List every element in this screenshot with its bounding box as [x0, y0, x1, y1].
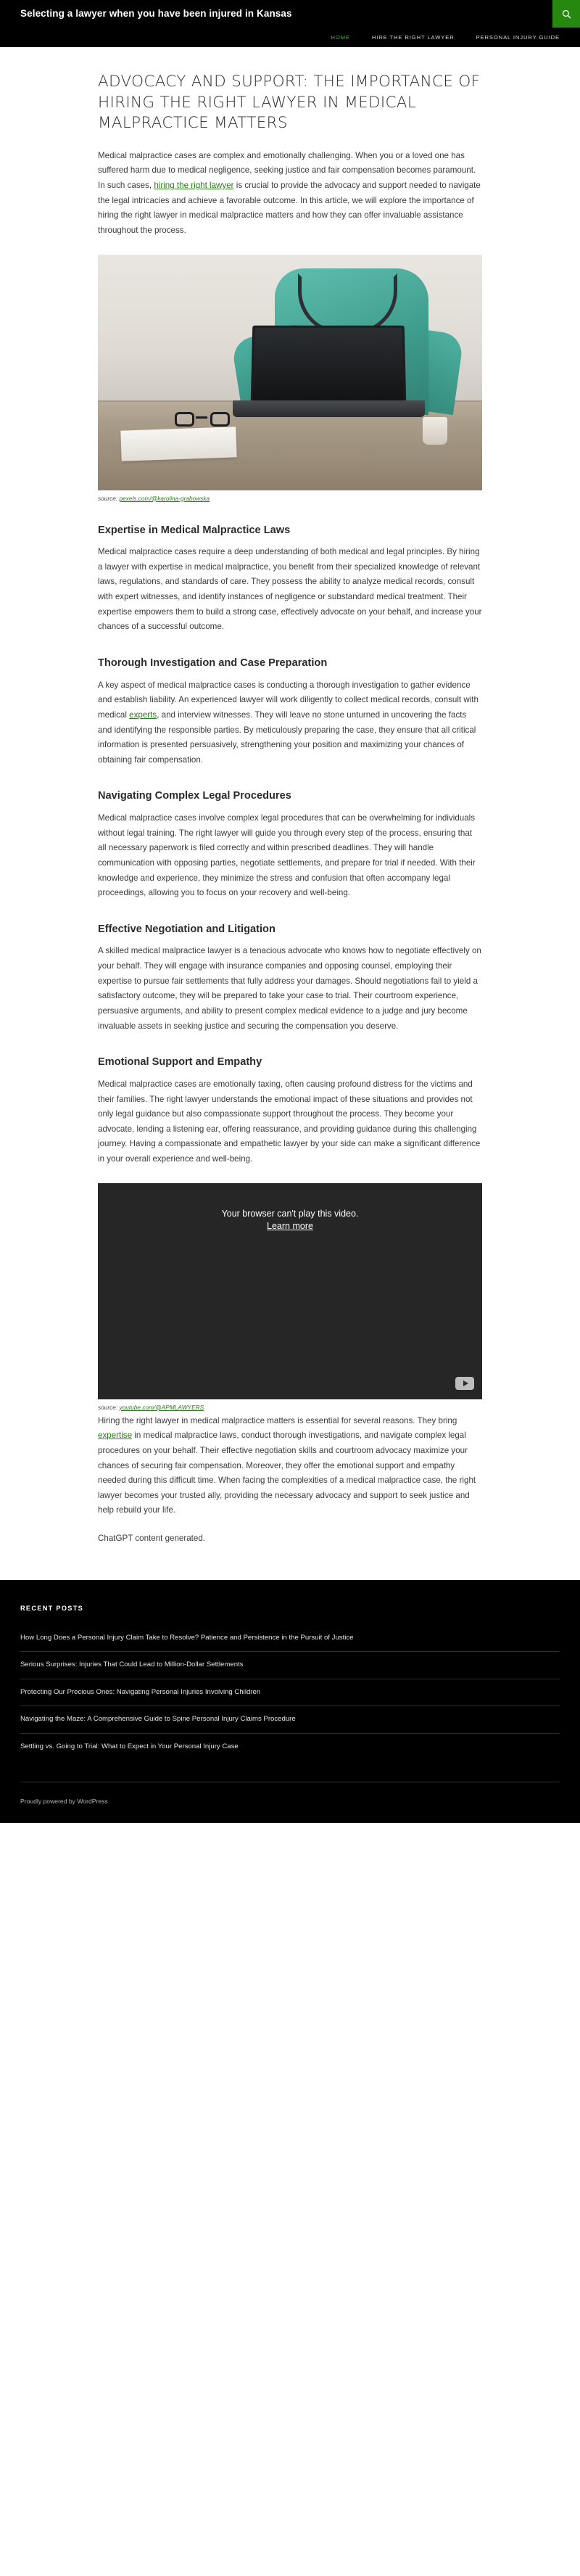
section-body-procedures: Medical malpractice cases involve complex legal procedures that can be overwhelming for individuals without legal training. The right lawyer will guide you through every step of the process, ensuring that all necessary paperwork is filed correctly and within prescribed deadlines. They will handle communication with opposing parties, negotiate settlements, and prepare for trial if needed. With their knowledge and experience, they minimize the stress and confusion that often accompany legal proceedings, allowing you to focus on your recovery and well-being.	[98, 813, 476, 898]
search-toggle-button[interactable]	[552, 0, 580, 28]
expertise-link[interactable]: expertise	[98, 1431, 133, 1441]
intro-text-part2: is crucial to provide the advocacy and support needed to navigate the legal intricacies and achieve a favorable outcome. In this article, we will explore the importance of hiring the right lawyer in medical malpractice matters and how they can offer invaluable assistance throughout the process.	[98, 181, 481, 235]
experts-link[interactable]: experts	[129, 709, 157, 720]
generated-content-note: ChatGPT content generated.	[98, 1534, 206, 1544]
recent-posts-list	[20, 1625, 560, 1760]
video-player[interactable]	[98, 1183, 482, 1399]
nav-item-hire-the-right-lawyer[interactable]: HIRE THE RIGHT LAWYER	[371, 34, 455, 41]
section-body-expertise: Medical malpractice cases require a deep understanding of both medical and legal principles. By hiring a lawyer with expertise in medical malpractice, you benefit from their specialized knowledge of relevant laws, regulations, and standards of care. They possess the ability to analyze medical records, consult with expert witnesses, and identify instances of negligence or substandard medical treatment. Their expertise empowers them to build a strong case, effectively advocate on your behalf, and increase your chances of a successful outcome.	[98, 547, 482, 632]
list-item	[20, 1625, 560, 1651]
footer-widget-area	[20, 1605, 560, 1782]
conclusion-text-part2: in medical malpractice laws, conduct thorough investigations, and navigate complex legal procedures on your behalf. Their effective negotiation skills and courtroom advocacy maximize your chances of securing fair compensation. Moreover, they offer the emotional support and empathy needed during this difficult time. When facing the complexities of a medical malpractice case, the right lawyer becomes your trusted ally, providing the necessary advocacy and support to seek justice and help rebuild your life.	[98, 1431, 476, 1515]
nav-item-personal-injury-guide[interactable]: PERSONAL INJURY GUIDE	[476, 34, 560, 41]
search-icon	[562, 9, 571, 19]
section-heading-expertise: Expertise in Medical Malpractice Laws	[98, 524, 291, 536]
list-item	[20, 1679, 560, 1705]
list-item	[20, 1705, 560, 1732]
section-heading-procedures: Navigating Complex Legal Procedures	[98, 790, 291, 802]
recent-post-link[interactable]: Serious Surprises: Injuries That Could Lead to Million-Dollar Settlements	[20, 1661, 244, 1669]
intro-text-part1: Medical malpractice cases are complex and emotionally challenging. When you or a loved one has suffered harm due to medical negligence, seeking justice and fair compensation becomes paramount. In such cases,	[98, 150, 476, 191]
header-top-bar	[0, 0, 580, 28]
glasses-prop	[175, 412, 230, 428]
article	[98, 47, 482, 1580]
image-source-link[interactable]: pexels.com/@karolina-grabowska	[119, 494, 210, 502]
site-content	[0, 47, 580, 1580]
primary-navigation	[0, 28, 580, 47]
doctor-at-desk-image	[98, 255, 482, 490]
recent-post-link[interactable]: Protecting Our Precious Ones: Navigating Personal Injuries Involving Children	[20, 1687, 261, 1696]
hiring-the-right-lawyer-link[interactable]: hiring the right lawyer	[154, 181, 234, 191]
section-heading-negotiation: Effective Negotiation and Litigation	[98, 923, 276, 935]
recent-post-link[interactable]: How Long Does a Personal Injury Claim Take to Resolve? Patience and Persistence in the Pursuit of Justice	[20, 1633, 354, 1642]
recent-post-link[interactable]: Navigating the Maze: A Comprehensive Guide to Spine Personal Injury Claims Procedure	[20, 1715, 296, 1724]
section-heading-investigation: Thorough Investigation and Case Preparation	[98, 657, 328, 669]
page-title: ADVOCACY AND SUPPORT: THE IMPORTANCE OF HIRING THE RIGHT LAWYER IN MEDICAL MALPRACTICE MATTERS	[98, 73, 481, 133]
site-title[interactable]: Selecting a lawyer when you have been injured in Kansas	[20, 8, 292, 20]
conclusion-text-part1: Hiring the right lawyer in medical malpractice matters is essential for several reasons. They bring	[98, 1415, 457, 1425]
video-source-caption	[98, 1404, 482, 1411]
recent-posts-widget-title: RECENT POSTS	[20, 1604, 84, 1612]
video-error-message	[222, 1208, 359, 1233]
intro-paragraph	[98, 149, 482, 239]
investigation-text-part2: , and interview witnesses. They will leave no stone unturned in uncovering the facts and identifying the responsible parties. By meticulously preparing the case, they ensure that all critical information is presented persuasively, strengthening your position and maximizing your chances of obtaining fair compensation.	[98, 709, 476, 765]
image-source-caption	[98, 495, 482, 502]
wordpress-credit[interactable]: Proudly powered by WordPress	[20, 1797, 108, 1805]
video-figure	[98, 1183, 482, 1411]
site-header	[0, 0, 580, 47]
section-body-investigation	[98, 678, 482, 768]
video-error-text: Your browser can't play this video.	[221, 1208, 359, 1219]
conclusion-paragraph	[98, 1414, 482, 1518]
doctor-photo-figure	[98, 255, 482, 502]
image-source-prefix: source:	[98, 494, 120, 502]
video-source-prefix: source:	[98, 1403, 120, 1411]
investigation-text-part1: A key aspect of medical malpractice cases is conducting a thorough investigation to gather evidence and establish liability. An experienced lawyer will work diligently to collect medical records, consult with medical	[98, 680, 478, 720]
footer-bottom-bar	[20, 1782, 560, 1823]
section-body-negotiation: A skilled medical malpractice lawyer is a tenacious advocate who knows how to negotiate effectively on your behalf. They will engage with insurance companies and opposing counsel, employing their expertise to pursue fair settlements that fully address your damages. Should negotiations fail to yield a satisfactory outcome, they will be prepared to take your case to trial. Their courtroom experience, persuasive arguments, and ability to present complex medical evidence to a judge and jury become invaluable assets in seeking justice and securing the compensation you deserve.	[98, 946, 481, 1031]
site-footer	[0, 1580, 580, 1823]
nav-item-home[interactable]: HOME	[331, 34, 350, 41]
video-learn-more-link[interactable]: Learn more	[267, 1220, 313, 1231]
section-body-emotional-support: Medical malpractice cases are emotionally taxing, often causing profound distress for the victims and their families. The right lawyer understands the emotional impact of these situations and provides not only legal guidance but also compassionate support throughout the process. They become your advocate, lending a listening ear, offering reassurance, and providing guidance during this challenging journey. Having a compassionate and empathetic lawyer by your side can make a significant difference in your overall experience and well-being.	[98, 1079, 481, 1164]
section-heading-emotional-support: Emotional Support and Empathy	[98, 1056, 262, 1069]
list-item	[20, 1651, 560, 1678]
youtube-play-icon[interactable]	[455, 1377, 474, 1390]
video-source-link[interactable]: youtube.com/@APMLAWYERS	[119, 1403, 204, 1411]
recent-post-link[interactable]: Settling vs. Going to Trial: What to Expect in Your Personal Injury Case	[20, 1742, 239, 1750]
list-item	[20, 1733, 560, 1760]
